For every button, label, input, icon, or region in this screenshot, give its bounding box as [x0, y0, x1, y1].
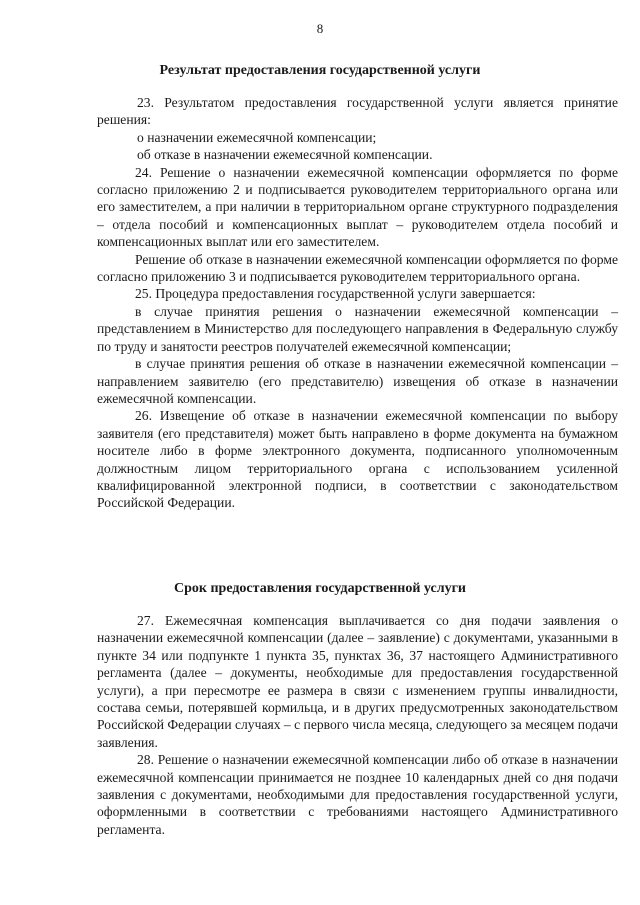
paragraph-25: 25. Процедура предоставления государственной услуги завершается: [135, 286, 536, 302]
paragraph-27: 27. Ежемесячная компенсация выплачивается со дня подачи заявления о назначении ежемесячной компенсации (далее – заявление) с документами, указанными в пункте 34 или подпункте 1 пункта 35, пунктах 36, 37 настоящего Административного регламента (далее – документы, необходимые для предоставления государственной услуги), а при пересмотре ее размера в связи с изменением группы инвалидности, состава семьи, потерявшей кормильца, и в других предусмотренных законодательством Российской Федерации случаях – с первого числа месяца, следующего за месяцем подачи заявления. [97, 613, 618, 750]
paragraph-26: 26. Извещение об отказе в назначении ежемесячной компенсации по выбору заявителя (его представителя) может быть направлено в форме документа на бумажном носителе либо в форме электронного документа, подписанного уполномоченным должностным лицом территориального органа с использованием усиленной квалифицированной электронной подписи, в соответствии с законодательством Российской Федерации. [97, 408, 618, 511]
paragraph-23-option-2: об отказе в назначении ежемесячной компенсации. [137, 147, 433, 163]
paragraph-24-refusal: Решение об отказе в назначении ежемесячной компенсации оформляется по форме согласно приложению 3 и подписывается руководителем территориального органа. [97, 251, 618, 285]
paragraph-25-case-2: в случае принятия решения об отказе в назначении ежемесячной компенсации – направлением заявителю (его представителю) извещения об отказе в назначении ежемесячной компенсации. [97, 356, 618, 406]
section-title-term: Срок предоставления государственной услуги [174, 581, 466, 596]
paragraph-23: 23. Результатом предоставления государственной услуги является принятие решения: [97, 95, 618, 128]
paragraph-25-case-1: в случае принятия решения о назначении ежемесячной компенсации – представлением в Министерство для последующего направления в Федеральную службу по труду и занятости реестров получателей ежемесячной компенсации; [97, 303, 618, 354]
section-title-result: Результат предоставления государственной услуги [159, 63, 481, 78]
paragraph-24: 24. Решение о назначении ежемесячной компенсации оформляется по форме согласно приложению 2 и подписывается руководителем территориального органа или его заместителем, а при наличии в территориальном органе структурного подразделения – отдела пособий и компенсационных выплат – руководителем отдела пособий и компенсационных выплат или его заместителем. [97, 164, 618, 250]
section-result-body [97, 94, 618, 512]
page-number: 8 [316, 21, 324, 36]
section-term-body [97, 612, 618, 838]
paragraph-23-option-1: о назначении ежемесячной компенсации; [137, 129, 377, 145]
paragraph-28: 28. Решение о назначении ежемесячной компенсации либо об отказе в назначении ежемесячной компенсации принимается не позднее 10 календарных дней со дня подачи заявления с документами, необходимыми для предоставления государственной услуги, оформленными в соответствии с требованиями настоящего Административного регламента. [97, 752, 618, 837]
